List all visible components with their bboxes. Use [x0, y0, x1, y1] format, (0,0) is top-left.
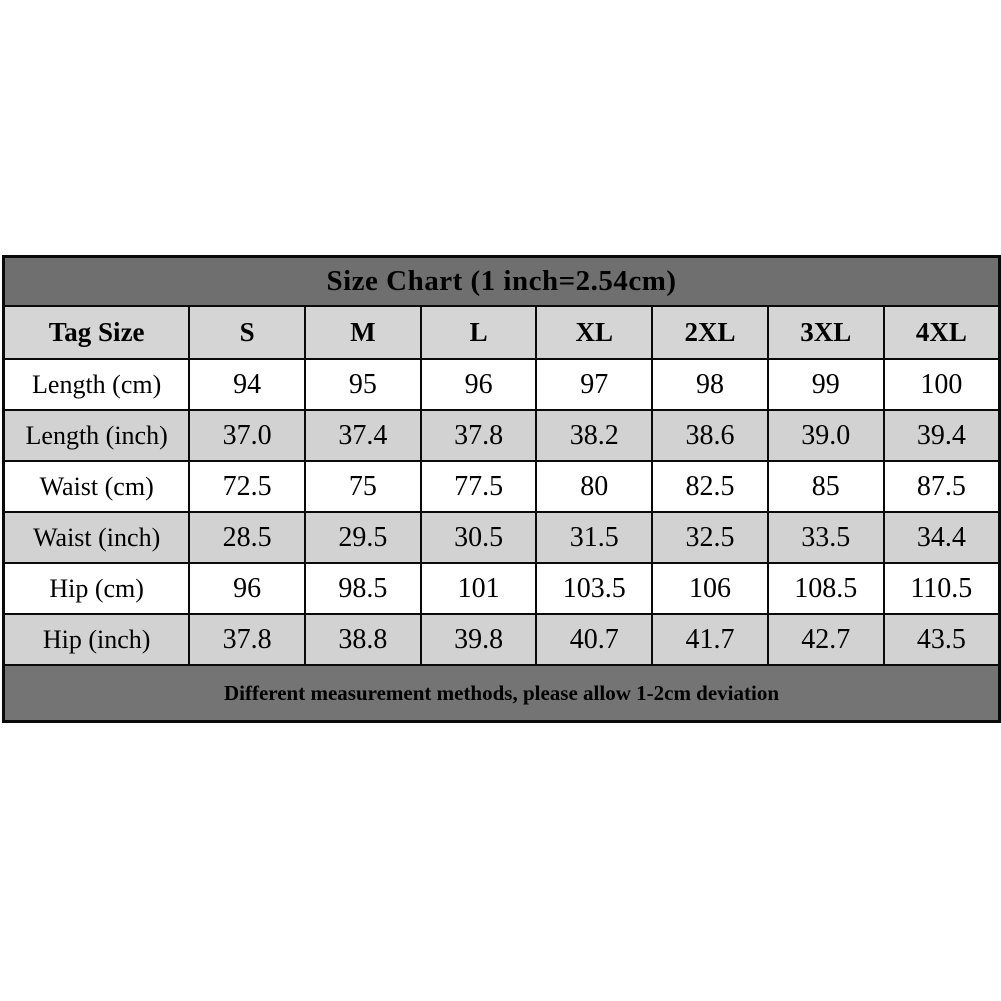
table-cell: 97	[536, 359, 652, 410]
table-cell: 38.2	[536, 410, 652, 461]
table-cell: 42.7	[768, 614, 884, 665]
column-header-s: S	[189, 306, 305, 359]
table-cell: 108.5	[768, 563, 884, 614]
column-header-3xl: 3XL	[768, 306, 884, 359]
table-cell: 100	[884, 359, 1000, 410]
row-label: Waist (cm)	[4, 461, 190, 512]
table-cell: 39.4	[884, 410, 1000, 461]
table-cell: 41.7	[652, 614, 768, 665]
table-cell: 38.8	[305, 614, 421, 665]
table-cell: 37.8	[421, 410, 537, 461]
table-cell: 32.5	[652, 512, 768, 563]
table-row-waist-cm	[4, 461, 1000, 512]
table-title: Size Chart (1 inch=2.54cm)	[4, 257, 1000, 307]
table-cell: 82.5	[652, 461, 768, 512]
row-label: Waist (inch)	[4, 512, 190, 563]
table-cell: 110.5	[884, 563, 1000, 614]
table-cell: 40.7	[536, 614, 652, 665]
row-label: Length (inch)	[4, 410, 190, 461]
table-cell: 80	[536, 461, 652, 512]
table-cell: 77.5	[421, 461, 537, 512]
table-cell: 39.8	[421, 614, 537, 665]
size-chart-table	[2, 255, 1001, 723]
table-cell: 106	[652, 563, 768, 614]
row-label: Hip (cm)	[4, 563, 190, 614]
column-header-l: L	[421, 306, 537, 359]
row-label: Hip (inch)	[4, 614, 190, 665]
table-cell: 30.5	[421, 512, 537, 563]
table-cell: 95	[305, 359, 421, 410]
table-cell: 34.4	[884, 512, 1000, 563]
row-label: Length (cm)	[4, 359, 190, 410]
column-header-2xl: 2XL	[652, 306, 768, 359]
column-header-m: M	[305, 306, 421, 359]
table-row-waist-inch	[4, 512, 1000, 563]
column-header-tag-size: Tag Size	[4, 306, 190, 359]
table-cell: 94	[189, 359, 305, 410]
table-cell: 37.8	[189, 614, 305, 665]
table-cell: 98	[652, 359, 768, 410]
table-cell: 72.5	[189, 461, 305, 512]
table-cell: 98.5	[305, 563, 421, 614]
column-header-4xl: 4XL	[884, 306, 1000, 359]
table-cell: 38.6	[652, 410, 768, 461]
table-cell: 37.4	[305, 410, 421, 461]
table-cell: 85	[768, 461, 884, 512]
table-title-row	[4, 257, 1000, 307]
table-row-hip-inch	[4, 614, 1000, 665]
table-row-length-inch	[4, 410, 1000, 461]
table-cell: 96	[189, 563, 305, 614]
column-header-xl: XL	[536, 306, 652, 359]
table-cell: 75	[305, 461, 421, 512]
table-cell: 28.5	[189, 512, 305, 563]
table-cell: 96	[421, 359, 537, 410]
table-cell: 101	[421, 563, 537, 614]
table-cell: 29.5	[305, 512, 421, 563]
table-cell: 39.0	[768, 410, 884, 461]
table-cell: 37.0	[189, 410, 305, 461]
table-cell: 33.5	[768, 512, 884, 563]
table-row-length-cm	[4, 359, 1000, 410]
table-cell: 99	[768, 359, 884, 410]
table-cell: 103.5	[536, 563, 652, 614]
table-header-row	[4, 306, 1000, 359]
table-cell: 87.5	[884, 461, 1000, 512]
table-cell: 43.5	[884, 614, 1000, 665]
table-cell: 31.5	[536, 512, 652, 563]
table-note-row	[4, 665, 1000, 722]
table-row-hip-cm	[4, 563, 1000, 614]
measurement-note: Different measurement methods, please allow 1-2cm deviation	[4, 665, 1000, 722]
